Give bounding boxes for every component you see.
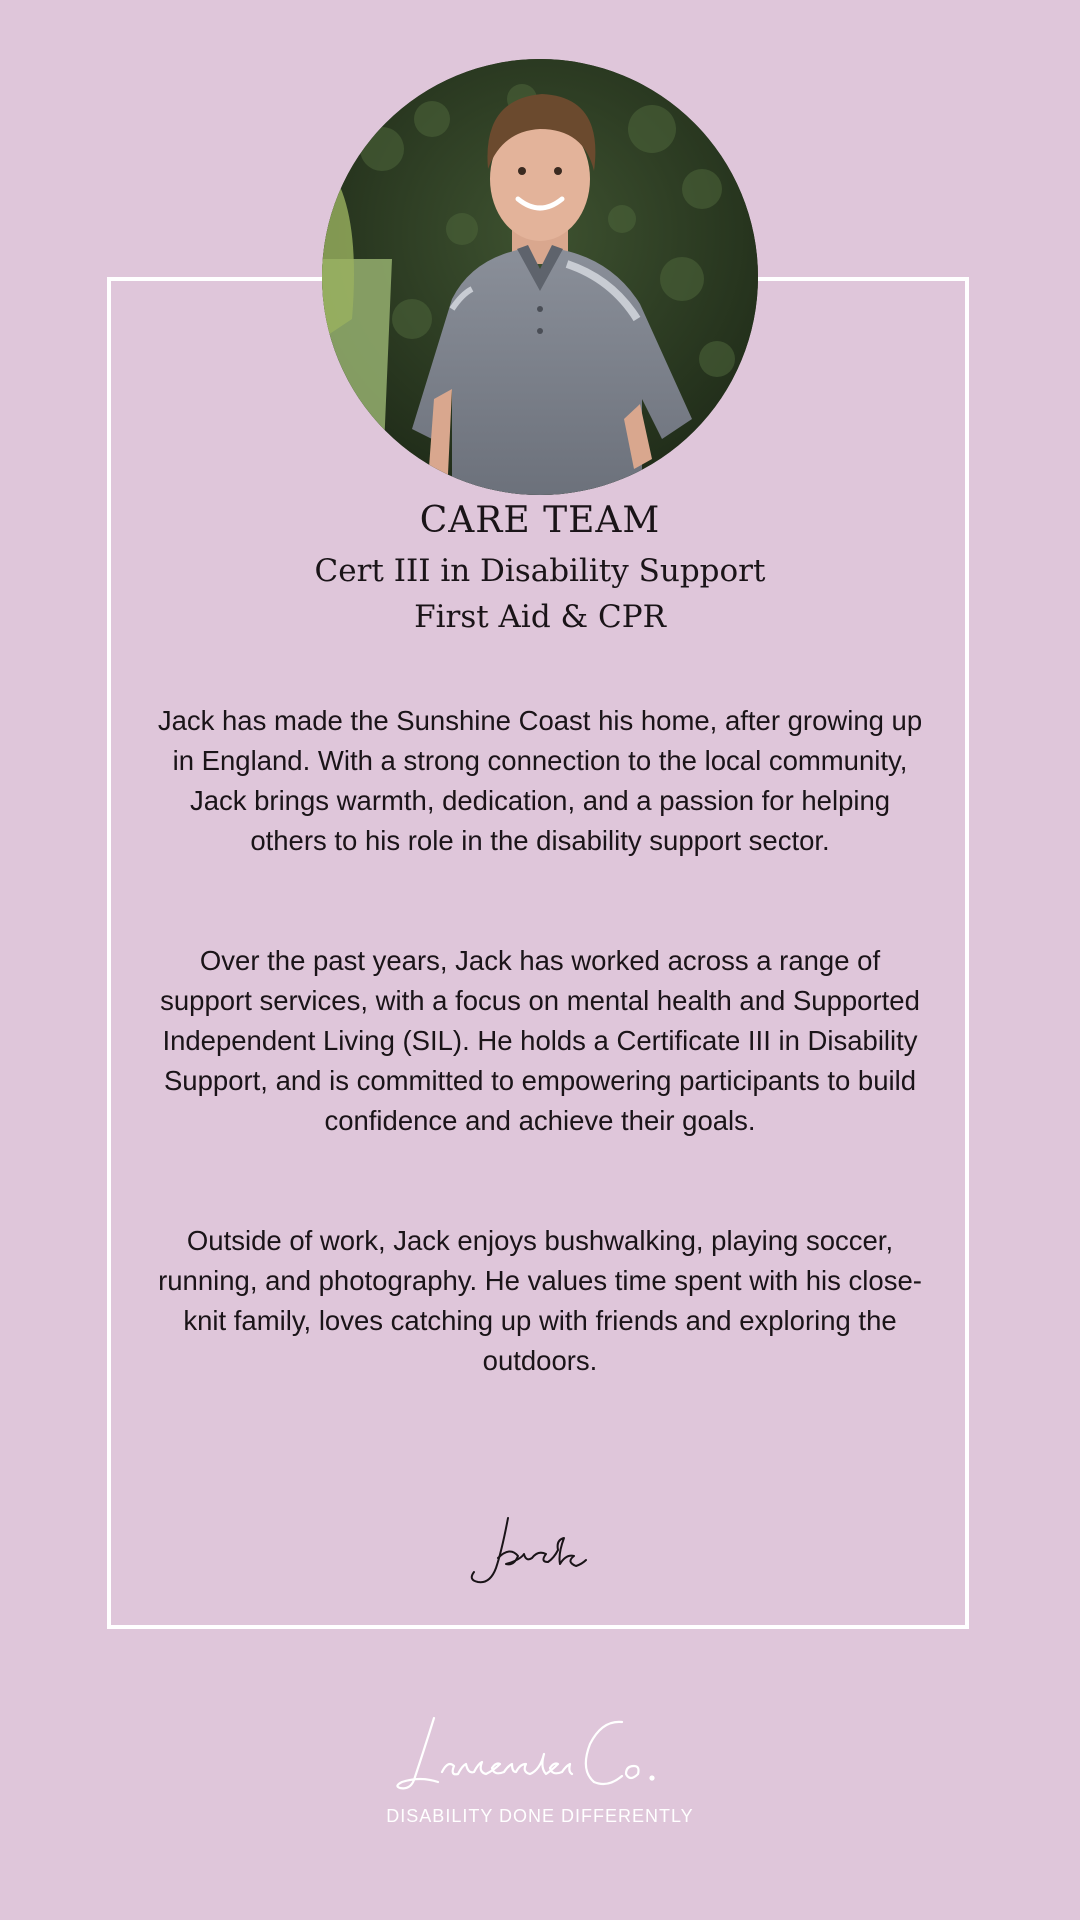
brand-tagline: DISABILITY DONE DIFFERENTLY xyxy=(386,1806,694,1826)
bio-paragraph: Over the past years, Jack has worked across a range of support services, with a focus on mental health and Supported Independent Living (SIL). He holds a Certificate III in Disability Support, and is committed to empowering participants to build confidence and achieve their goals. xyxy=(160,945,920,1136)
signature xyxy=(440,1510,640,1590)
bio-paragraph: Outside of work, Jack enjoys bushwalking, playing soccer, running, and photography. He values time spent with his close-knit family, loves catching up with friends and exploring the outdoors. xyxy=(158,1225,922,1376)
profile-photo-illustration xyxy=(322,59,758,495)
credential-line: Cert III in Disability Support xyxy=(314,553,766,589)
bio-paragraph: Jack has made the Sunshine Coast his home, after growing up in England. With a strong connection to the local community, Jack brings warmth, dedication, and a passion for helping others to his role in the disability support sector. xyxy=(157,705,923,856)
profile-photo xyxy=(322,59,758,495)
team-title: CARE TEAM xyxy=(419,500,661,541)
brand-logo xyxy=(390,1710,690,1800)
credential-line: First Aid & CPR xyxy=(414,599,666,635)
